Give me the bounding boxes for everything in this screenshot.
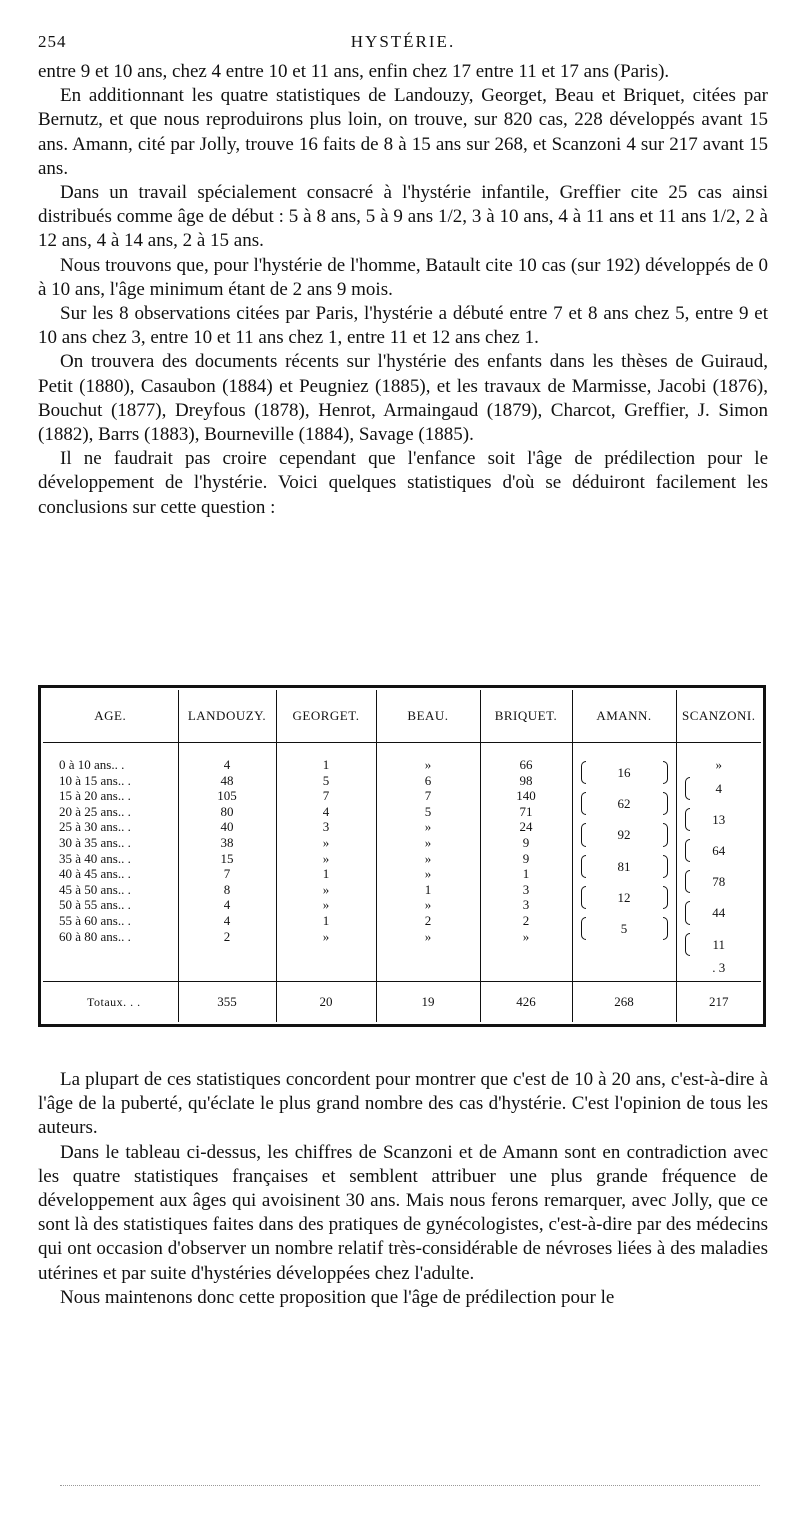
briquet-cell: 9: [522, 834, 530, 850]
table-body-row: [43, 743, 761, 982]
georget-cell: 7: [322, 788, 330, 804]
age-cell: 0 à 10 ans.. .: [59, 757, 125, 772]
briquet-cell: 3: [522, 897, 530, 913]
georget-cell: 1: [322, 866, 330, 882]
briquet-cell: 2: [522, 912, 530, 928]
paragraph: Nous maintenons donc cette proposition que l'âge de prédilection pour le: [60, 1286, 615, 1308]
scanzoni-column: [676, 743, 761, 982]
age-cell: 15 à 20 ans.. .: [59, 788, 131, 804]
beau-column: [376, 743, 480, 982]
georget-column: [276, 743, 376, 982]
georget-cell: 4: [322, 803, 330, 819]
total-briquet: 426: [480, 982, 572, 1023]
table-header-row: [43, 690, 761, 743]
beau-cell: 2: [424, 912, 432, 928]
scanzoni-cell: 44: [677, 897, 762, 928]
georget-cell: »: [322, 850, 330, 866]
age-cell: 55 à 60 ans.. .: [59, 912, 131, 928]
age-cell: 40 à 45 ans.. .: [59, 866, 131, 882]
briquet-cell: 9: [522, 850, 530, 866]
briquet-column: [480, 743, 572, 982]
paragraph: Nous trouvons que, pour l'hystérie de l'homme, Batault cite 10 cas (sur 192) développés de 0 à 10 ans, l'âge minimum étant de 2 ans 9 mois.: [38, 254, 768, 300]
amann-cell: 92: [573, 819, 676, 850]
header-scanzoni: SCANZONI.: [676, 690, 761, 743]
amann-column: [572, 743, 676, 982]
briquet-cell: »: [522, 928, 530, 944]
totals-label: Totaux. . .: [43, 982, 178, 1023]
paragraph: La plupart de ces statistiques concordent pour montrer que c'est de 10 à 20 ans, c'est-à-dire à l'âge de la puberté, qu'éclate le plus grand nombre des cas d'hystérie. C'est l'opinion de tous les auteurs.: [38, 1069, 768, 1139]
landouzy-cell: 40: [220, 819, 234, 835]
landouzy-cell: 4: [223, 897, 231, 913]
age-cell: 50 à 55 ans.. .: [59, 897, 131, 913]
landouzy-column: [178, 743, 276, 982]
beau-cell: »: [424, 819, 432, 835]
page-header: [38, 30, 768, 60]
header-amann: AMANN.: [572, 690, 676, 743]
paragraph: Sur les 8 observations citées par Paris, l'hystérie a débuté entre 7 et 8 ans chez 5, entre 9 et 10 ans chez 3, entre 10 et 11 ans chez 1, entre 11 et 12 ans chez 1.: [38, 303, 768, 349]
briquet-cell: 24: [519, 819, 533, 835]
amann-cell: 5: [573, 913, 676, 944]
beau-cell: 6: [424, 772, 432, 788]
georget-cell: 1: [322, 757, 330, 772]
landouzy-cell: 80: [220, 803, 234, 819]
page-text-upper: [38, 30, 768, 520]
beau-cell: 7: [424, 788, 432, 804]
scanzoni-cell: 64: [677, 835, 762, 866]
page-number: 254: [38, 32, 67, 51]
paragraph: Il ne faudrait pas croire cependant que l'enfance soit l'âge de prédilection pour le développement de l'hystérie. Voici quelques statistiques d'où se déduiront facilement les conclusions sur cette question :: [38, 448, 768, 518]
total-amann: 268: [572, 982, 676, 1023]
beau-cell: »: [424, 897, 432, 913]
landouzy-cell: 8: [223, 881, 231, 897]
age-cell: 25 à 30 ans.. .: [59, 819, 131, 835]
age-cell: 35 à 40 ans.. .: [59, 850, 131, 866]
scanzoni-cell: . 3: [712, 959, 726, 975]
landouzy-cell: 2: [223, 928, 231, 944]
paragraph: Dans un travail spécialement consacré à l'hystérie infantile, Greffier cite 25 cas ainsi distribués comme âge de début : 5 à 8 ans, 5 à 9 ans 1/2, 3 à 10 ans, 4 à 11 ans et 11 ans 1/2, 2 à 12 ans, 4 à 14 ans, 2 à 15 ans.: [38, 182, 768, 252]
age-cell: 45 à 50 ans.. .: [59, 881, 131, 897]
beau-cell: 1: [424, 881, 432, 897]
header-landouzy: LANDOUZY.: [178, 690, 276, 743]
georget-cell: »: [322, 897, 330, 913]
paragraph: En additionnant les quatre statistiques de Landouzy, Georget, Beau et Briquet, citées par Bernutz, et que nous reproduirons plus loin, on trouve, sur 820 cas, 228 développés avant 15 ans. Amann, cité par Jolly, trouve 16 faits de 8 à 15 ans sur 268, et Scanzoni 4 sur 217 avant 15 ans.: [38, 85, 768, 179]
beau-cell: »: [424, 757, 432, 772]
total-landouzy: 355: [178, 982, 276, 1023]
total-scanzoni: 217: [676, 982, 761, 1023]
beau-cell: »: [424, 866, 432, 882]
landouzy-cell: 7: [223, 866, 231, 882]
landouzy-cell: 38: [220, 834, 234, 850]
bottom-rule: [60, 1485, 760, 1486]
statistics-table-frame: [38, 685, 766, 1027]
beau-cell: 5: [424, 803, 432, 819]
scanzoni-cell: 11: [677, 929, 762, 960]
georget-cell: »: [322, 928, 330, 944]
briquet-cell: 66: [519, 757, 533, 772]
age-cell: 20 à 25 ans.. .: [59, 803, 131, 819]
briquet-cell: 1: [522, 866, 530, 882]
paragraph: Dans le tableau ci-dessus, les chiffres de Scanzoni et de Amann sont en contradiction avec les quatre statistiques françaises et semblent attribuer une plus grande fréquence de développement aux âges qui avoisinent 30 ans. Mais nous ferons remarquer, avec Jolly, que ce sont là des statistiques faites dans des pratiques de gynécologistes, c'est-à-dire par des médecins qui ont occasion d'observer un nombre relatif très-considérable de névroses liées à des maladies utérines et par suite d'hystéries développées chez l'adulte.: [38, 1141, 768, 1284]
paragraph: On trouvera des documents récents sur l'hystérie des enfants dans les thèses de Guiraud, Petit (1880), Casaubon (1884) et Peugniez (1885), et les travaux de Marmisse, Jacobi (1876), Bouchut (1877), Dreyfous (1878), Henrot, Armaingaud (1879), Charcot, Greffier, J. Simon (1882), Barrs (1883), Bourneville (1884), Savage (1885).: [38, 351, 768, 446]
scanzoni-cell: 13: [677, 804, 762, 835]
landouzy-cell: 48: [220, 772, 234, 788]
briquet-cell: 98: [519, 772, 533, 788]
briquet-cell: 140: [516, 788, 536, 804]
georget-cell: »: [322, 834, 330, 850]
age-cell: 10 à 15 ans.. .: [59, 772, 131, 788]
landouzy-cell: 15: [220, 850, 234, 866]
table-totals-row: [43, 982, 761, 1023]
header-georget: GEORGET.: [276, 690, 376, 743]
georget-cell: »: [322, 881, 330, 897]
age-cell: 30 à 35 ans.. .: [59, 834, 131, 850]
amann-cell: 62: [573, 788, 676, 819]
age-column: [43, 743, 178, 982]
briquet-cell: 3: [522, 881, 530, 897]
header-briquet: BRIQUET.: [480, 690, 572, 743]
landouzy-cell: 4: [223, 757, 231, 772]
beau-cell: »: [424, 928, 432, 944]
header-age: AGE.: [43, 690, 178, 743]
landouzy-cell: 4: [223, 912, 231, 928]
statistics-table: [43, 690, 761, 1022]
georget-cell: 1: [322, 912, 330, 928]
amann-cell: 81: [573, 851, 676, 882]
landouzy-cell: 105: [217, 788, 237, 804]
georget-cell: 3: [322, 819, 330, 835]
total-beau: 19: [376, 982, 480, 1023]
scanzoni-cell: 78: [677, 866, 762, 897]
header-beau: BEAU.: [376, 690, 480, 743]
georget-cell: 5: [322, 772, 330, 788]
beau-cell: »: [424, 850, 432, 866]
page-text-lower: [38, 1068, 768, 1310]
briquet-cell: 71: [519, 803, 533, 819]
running-title: HYSTÉRIE.: [350, 32, 456, 51]
scanzoni-cell: 4: [677, 773, 762, 804]
scanzoni-cell: »: [715, 757, 722, 772]
amann-cell: 12: [573, 882, 676, 913]
age-cell: 60 à 80 ans.. .: [59, 928, 131, 944]
beau-cell: »: [424, 834, 432, 850]
amann-cell: 16: [573, 757, 676, 788]
paragraph: entre 9 et 10 ans, chez 4 entre 10 et 11 ans, enfin chez 17 entre 11 et 17 ans (Paris).: [38, 61, 670, 82]
total-georget: 20: [276, 982, 376, 1023]
